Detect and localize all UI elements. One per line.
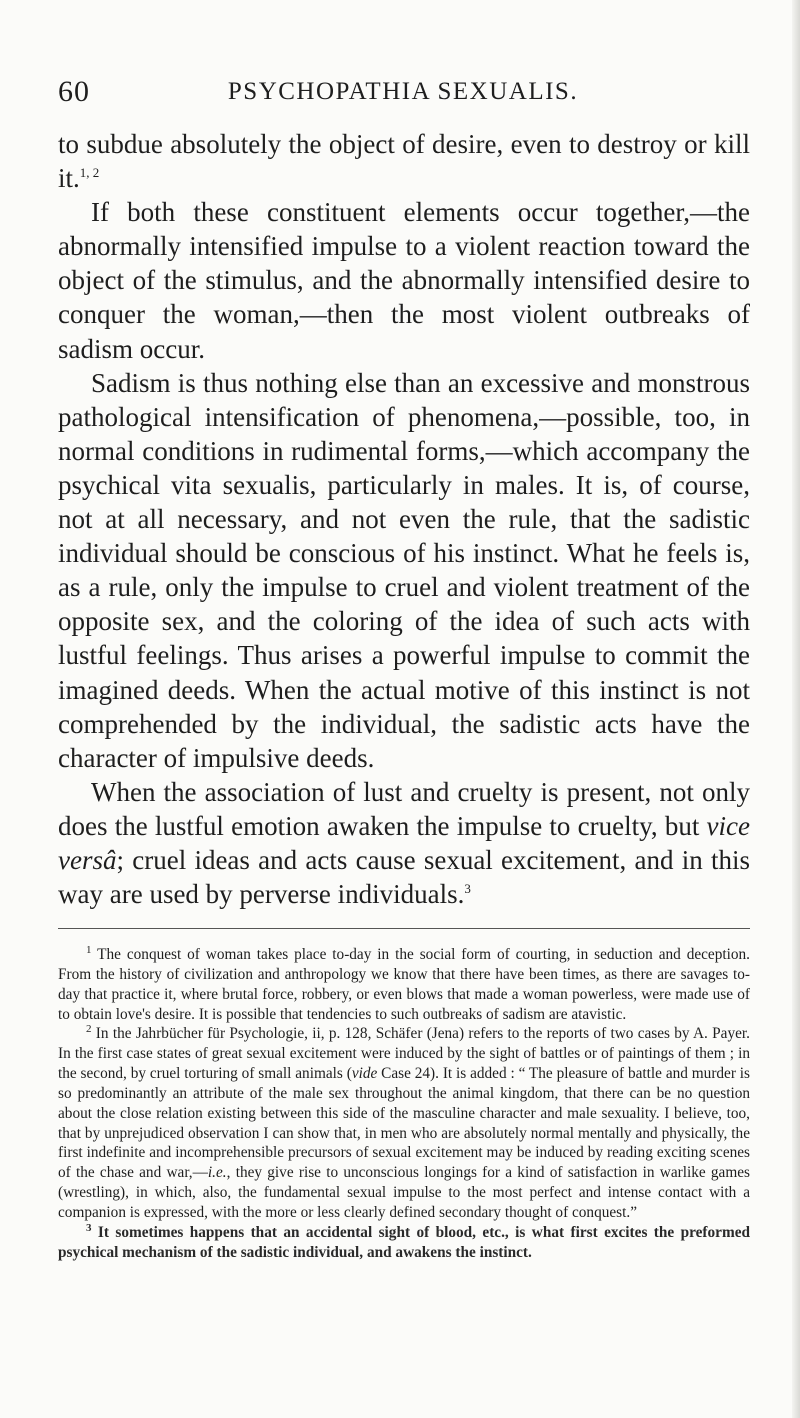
paragraph-4 [58,775,750,911]
footnote-3-text: It sometimes happens that an accidental sight of blood, etc., is what first excites the preformed psychical mechanism of the sadistic individual, and awakens the instinct. [58,1223,750,1261]
italic-vice-versa: vice versâ [58,810,750,875]
page-header [58,74,748,110]
paragraph-1 [58,127,750,195]
footnote-1-text: The conquest of woman takes place to-day in the social form of courting, in seduction and deception. From the history of civilization and anthropology we know that there have been times, as there are savages to-day that practice it, where brutal force, robbery, or even blows that made a woman powerless, were made use of to obtain love's desire. It is possible that tendencies to such outbreaks of sadism are atavistic. [58,946,750,1023]
italic-vide: vide [351,1065,378,1083]
paragraph-4-text-start: When the association of lust and cruelty is present, not only does the lustful emotion awaken the impulse to cruelty, but [58,776,750,841]
footnote-2 [58,1024,750,1222]
footnote-2-text-start: In the Jahrbücher für Psychologie, ii, p. 128, Schäfer (Jena) refers to the reports of two cases by A. Payer. In the first case states of great sexual excitement were induced by the sight of battles or of paintings of them ; in the second, by cruel torturing of small animals ( [58,1025,750,1083]
footnote-ref-3: 3 [464,881,471,897]
footnote-1 [58,945,750,1024]
paragraph-3: Sadism is thus nothing else than an excessive and monstrous pathological intensification of phenomena,—possible, too, in normal conditions in rudimental forms,—which accompany the psychical vita sexualis, particularly in males. It is, of course, not at all necessary, and not even the rule, that the sadistic individual should be conscious of his instinct. What he feels is, as a rule, only the impulse to cruel and violent treatment of the opposite sex, and the coloring of the idea of such acts with lustful feelings. Thus arises a powerful impulse to commit the imagined deeds. When the actual motive of this instinct is not comprehended by the individual, the sadistic acts have the character of impulsive deeds. [58,367,750,773]
footnote-1-mark: 1 [86,943,92,956]
footnote-3 [58,1223,750,1263]
italic-ie: i.e. [207,1164,227,1182]
footnote-2-text-middle: Case 24). It is added : “ The pleasure of battle and murder is so predominantly an attribute of the male sex throughout the animal kingdom, that there can be no question about the close relation existing between this side of the masculine character and male sexuality. I believe, too, that by unprejudiced observation I can show that, in men who are absolutely normal mentally and physically, the first indefinite and incomprehensible precursors of sexual excitement may be induced by reading exciting scenes of the chase and war,— [58,1065,751,1182]
footnote-2-text-end: , they give rise to unconscious longings for a kind of satisfaction in warlike games (wrestling), in which, also, the fundamental sexual impulse to the most perfect and intense contact with a companion is expressed, with the more or less clearly defined secondary thought of conquest.” [58,1164,750,1221]
paragraph-4-text-end: ; cruel ideas and acts cause sexual excitement, and in this way are used by perverse individuals. [58,844,750,910]
paragraph-2: If both these constituent elements occur together,—the abnormally intensified impulse to a violent reaction toward the object of the stimulus, and the abnormally intensified desire to conquer the woman,—then the most violent outbreaks of sadism occur. [58,197,750,364]
running-head: PSYCHOPATHIA SEXUALIS. [227,78,579,105]
footnote-ref-1-2: 1, 2 [79,165,100,181]
page-number: 60 [58,75,90,108]
page-edge-shadow [792,0,800,1418]
paragraph-1-text: to subdue absolutely the object of desire, even to destroy or kill it. [58,129,750,194]
footnote-divider [58,928,750,929]
body-text [58,127,750,911]
footnote-3-mark: 3 [86,1221,92,1234]
footnotes [58,945,750,1263]
footnote-2-mark: 2 [86,1023,92,1036]
